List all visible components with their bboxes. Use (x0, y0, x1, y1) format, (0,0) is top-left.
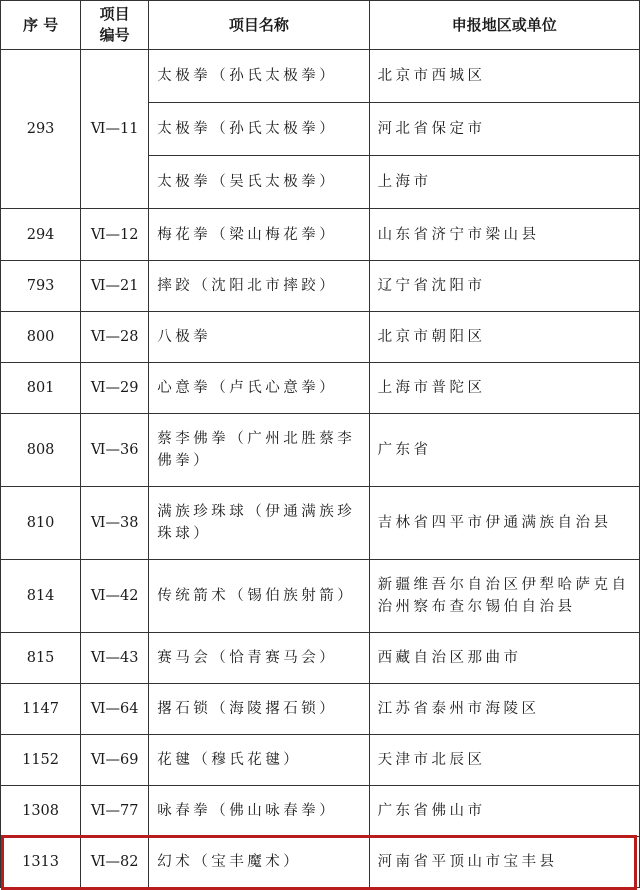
cell-region: 山东省济宁市梁山县 (369, 209, 639, 261)
table-row (1, 684, 640, 735)
cell-seq: 810 (1, 487, 81, 560)
cell-name: 蔡李佛拳（广州北胜蔡李佛拳） (149, 414, 369, 487)
cell-code: Ⅵ—38 (81, 487, 149, 560)
cell-name: 太极拳（吴氏太极拳） (149, 156, 369, 209)
cell-region: 北京市朝阳区 (369, 312, 639, 363)
cell-seq: 1308 (1, 786, 81, 837)
header-seq: 序 号 (1, 1, 81, 50)
cell-name: 梅花拳（梁山梅花拳） (149, 209, 369, 261)
cell-region: 上海市普陀区 (369, 363, 639, 414)
cell-seq: 1152 (1, 735, 81, 786)
header-name: 项目名称 (149, 1, 369, 50)
cell-seq: 814 (1, 560, 81, 633)
cell-name: 传统箭术（锡伯族射箭） (149, 560, 369, 633)
cell-region: 天津市北辰区 (369, 735, 639, 786)
cell-code: Ⅵ—42 (81, 560, 149, 633)
cell-code: Ⅵ—36 (81, 414, 149, 487)
table-row (1, 50, 640, 103)
cell-name: 撂石锁（海陵撂石锁） (149, 684, 369, 735)
cell-name: 心意拳（卢氏心意拳） (149, 363, 369, 414)
cell-code: Ⅵ—43 (81, 633, 149, 684)
cell-region: 广东省 (369, 414, 639, 487)
cell-region: 新疆维吾尔自治区伊犁哈萨克自治州察布查尔锡伯自治县 (369, 560, 639, 633)
cell-name: 幻术（宝丰魔术） (149, 837, 369, 888)
cell-code: Ⅵ—29 (81, 363, 149, 414)
header-region: 申报地区或单位 (369, 1, 639, 50)
cell-code: Ⅵ—11 (81, 50, 149, 209)
cell-region: 广东省佛山市 (369, 786, 639, 837)
cell-name: 满族珍珠球（伊通满族珍珠球） (149, 487, 369, 560)
table-header-row (1, 1, 640, 50)
cell-seq: 800 (1, 312, 81, 363)
cell-name: 太极拳（孙氏太极拳） (149, 103, 369, 156)
cell-name: 摔跤（沈阳北市摔跤） (149, 261, 369, 312)
table-row (1, 487, 640, 560)
table-row (1, 786, 640, 837)
table-row (1, 735, 640, 786)
cell-seq: 1147 (1, 684, 81, 735)
cell-name: 太极拳（孙氏太极拳） (149, 50, 369, 103)
cell-seq: 294 (1, 209, 81, 261)
cell-name: 花毽（穆氏花毽） (149, 735, 369, 786)
table-row (1, 414, 640, 487)
cell-region: 北京市西城区 (369, 50, 639, 103)
cell-code: Ⅵ—77 (81, 786, 149, 837)
table-row-highlighted (1, 837, 640, 888)
header-code-line1: 项目 (99, 5, 130, 23)
cell-name: 赛马会（恰青赛马会） (149, 633, 369, 684)
cell-region: 辽宁省沈阳市 (369, 261, 639, 312)
cell-seq: 293 (1, 50, 81, 209)
cell-seq: 815 (1, 633, 81, 684)
cell-seq: 793 (1, 261, 81, 312)
cell-region: 西藏自治区那曲市 (369, 633, 639, 684)
header-code (81, 1, 149, 50)
cell-region: 吉林省四平市伊通满族自治县 (369, 487, 639, 560)
cell-code: Ⅵ—21 (81, 261, 149, 312)
cell-code: Ⅵ—82 (81, 837, 149, 888)
table-row (1, 312, 640, 363)
table-row (1, 261, 640, 312)
cell-code: Ⅵ—28 (81, 312, 149, 363)
cell-region: 江苏省泰州市海陵区 (369, 684, 639, 735)
cell-seq: 1313 (1, 837, 81, 888)
table-row (1, 209, 640, 261)
table-row (1, 633, 640, 684)
table-row (1, 363, 640, 414)
table-row (1, 560, 640, 633)
cell-region: 上海市 (369, 156, 639, 209)
cell-code: Ⅵ—69 (81, 735, 149, 786)
cell-code: Ⅵ—12 (81, 209, 149, 261)
cell-name: 八极拳 (149, 312, 369, 363)
cell-code: Ⅵ—64 (81, 684, 149, 735)
cell-seq: 801 (1, 363, 81, 414)
cell-seq: 808 (1, 414, 81, 487)
header-code-line2: 编号 (99, 26, 130, 44)
cell-region: 河南省平顶山市宝丰县 (369, 837, 639, 888)
cell-region: 河北省保定市 (369, 103, 639, 156)
cell-name: 咏春拳（佛山咏春拳） (149, 786, 369, 837)
